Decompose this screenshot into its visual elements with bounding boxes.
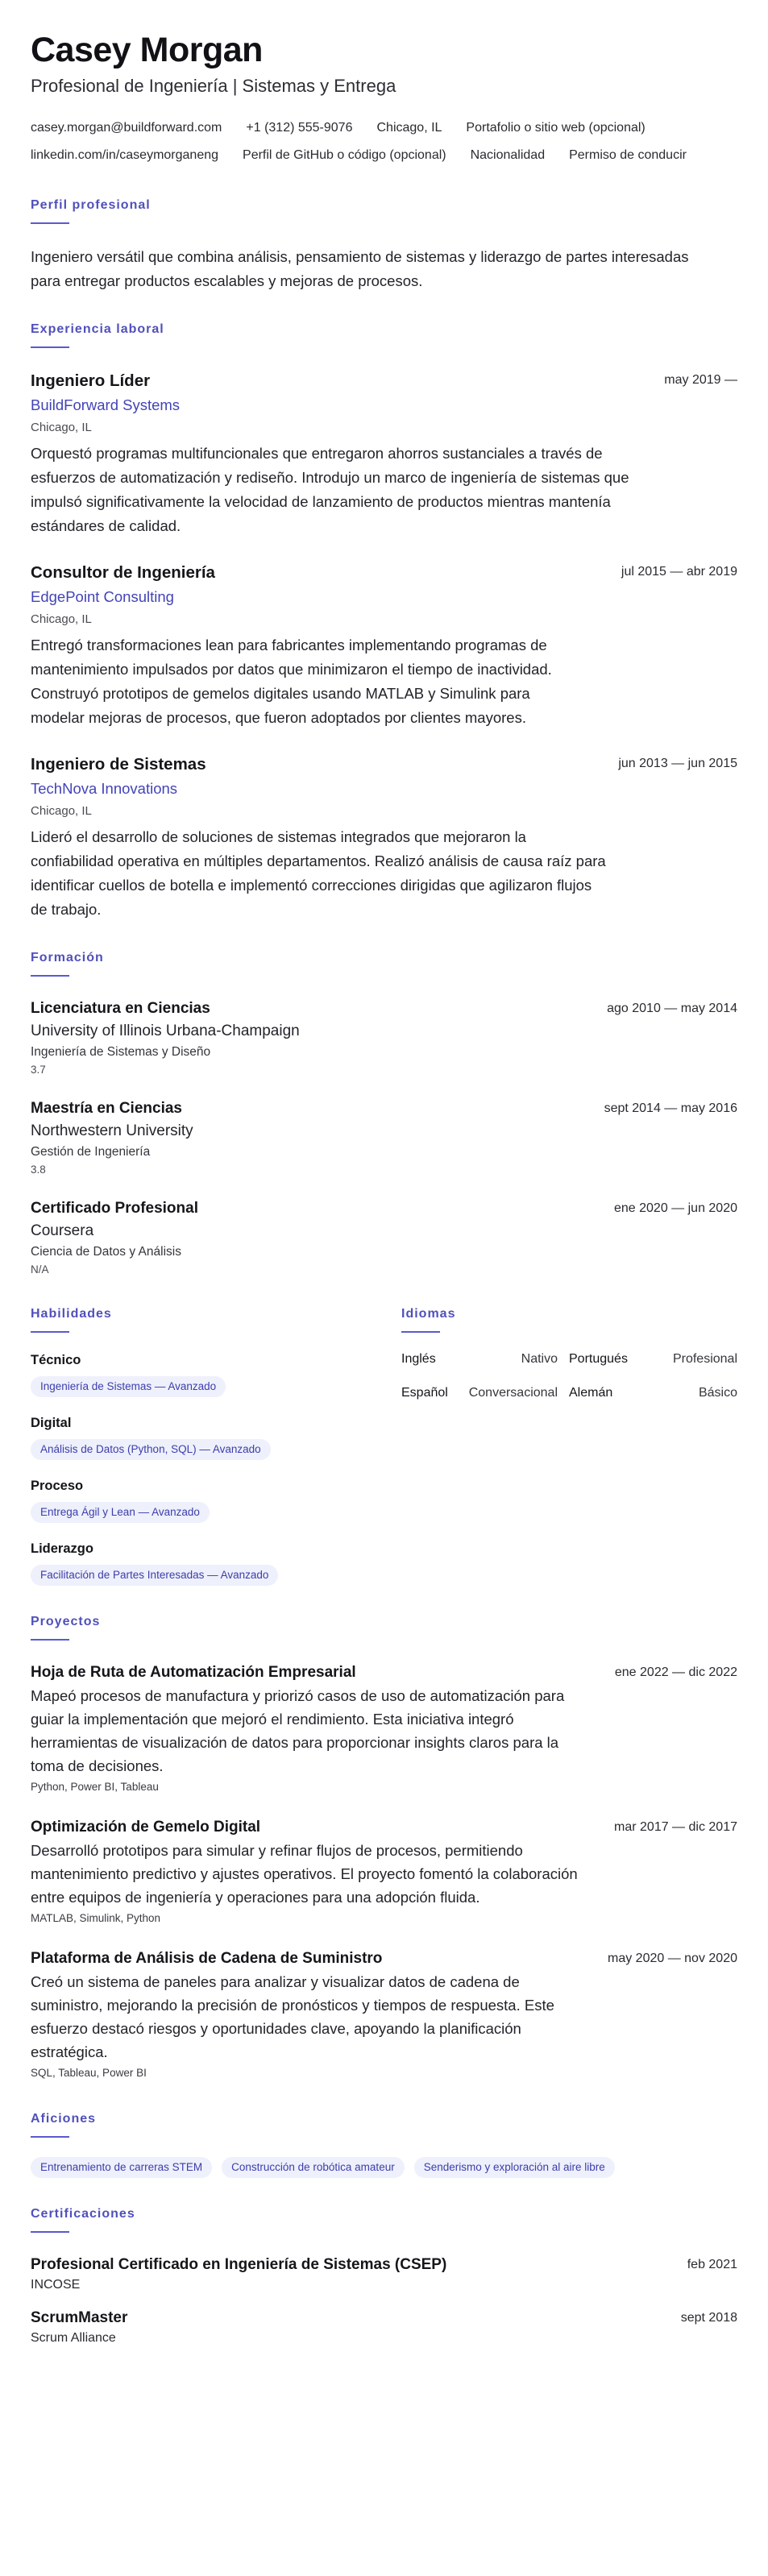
skill-group [31,1539,401,1586]
section-divider [31,2136,69,2138]
company-name: BuildForward Systems [31,396,181,413]
job-description: Orquestó programas multifuncionales que entregaron ahorros sustanciales a través de esfuerzos de automatización y rediseño. Introdujo un marco de ingeniería de sistemas que impulsó significativamente la velocidad de lanzamiento de productos mientras mantenía estándares de calidad. [31,445,629,534]
skill-tag: Facilitación de Partes Interesadas — Avanzado [31,1565,278,1586]
job-location: Chicago, IL [31,804,92,818]
language-item [569,1350,737,1368]
certification-issuer: Scrum Alliance [31,2331,116,2345]
job-title: Ingeniero Líder [31,371,151,390]
hobby-tag: Senderismo y exploración al aire libre [414,2157,615,2178]
job-location: Chicago, IL [31,612,92,626]
education-dates: ene 2020 — jun 2020 [613,1201,737,1215]
project-name: Optimización de Gemelo Digital [31,1819,261,1836]
gpa: N/A [31,1263,49,1276]
field-of-study: Gestión de Ingeniería [31,1145,151,1159]
certification-name: ScrumMaster [31,2309,128,2326]
education-entry [31,1097,737,1178]
job-dates: may 2019 — [664,373,737,387]
language-level: Básico [698,1386,737,1400]
projects-section [31,1613,737,2083]
section-title-languages: Idiomas [401,1307,456,1321]
contact-location: Chicago, IL [376,121,442,135]
language-list [401,1350,737,1402]
certification-entry [31,2307,737,2347]
certification-date: sept 2018 [680,2311,737,2325]
field-of-study: Ingeniería de Sistemas y Diseño [31,1045,211,1059]
education-entry [31,998,737,1078]
contact-email[interactable]: casey.morgan@buildforward.com [31,121,222,135]
language-level: Profesional [672,1352,737,1366]
section-divider [31,975,69,977]
skill-tag: Entrega Ágil y Lean — Avanzado [31,1502,210,1523]
project-technologies: Python, Power BI, Tableau [31,1781,159,1793]
degree-name: Certificado Profesional [31,1200,198,1217]
gpa: 3.7 [31,1064,46,1076]
hobbies-section [31,2110,737,2178]
company-name: TechNova Innovations [31,780,178,797]
skill-group [31,1476,401,1523]
project-dates: ene 2022 — dic 2022 [614,1665,737,1679]
project-dates: may 2020 — nov 2020 [608,1952,737,1965]
skill-tag: Ingeniería de Sistemas — Avanzado [31,1376,226,1397]
project-technologies: SQL, Tableau, Power BI [31,2067,147,2079]
contact-phone[interactable]: +1 (312) 555-9076 [246,121,353,135]
project-dates: mar 2017 — dic 2017 [614,1820,737,1834]
education-dates: sept 2014 — may 2016 [604,1101,737,1115]
section-title-skills: Habilidades [31,1307,112,1321]
section-title-profile: Perfil profesional [31,198,151,212]
section-title-education: Formación [31,951,104,964]
contact-portfolio[interactable]: Portafolio o sitio web (opcional) [466,121,646,135]
hobby-tag: Entrenamiento de carreras STEM [31,2157,212,2178]
job-title: Ingeniero de Sistemas [31,755,206,774]
job-description: Entregó transformaciones lean para fabricantes implementando programas de mantenimiento impulsados por datos que minimizaron el tiempo de inactividad. Construyó prototipos de gemelos digitales usando MATLAB y Simulink para modelar mejoras de procesos, que fueron adoptados por clientes mayores. [31,637,552,726]
language-name: Inglés [401,1352,436,1366]
degree-name: Maestría en Ciencias [31,1100,182,1117]
skills-languages-row [31,1305,737,1586]
section-divider [401,1331,440,1333]
education-entry [31,1197,737,1278]
company-name: EdgePoint Consulting [31,588,174,605]
project-entry [31,1948,737,2083]
section-title-hobbies: Aficiones [31,2112,97,2126]
skill-category: Proceso [31,1479,84,1493]
language-level: Conversacional [468,1386,558,1400]
skills-section [31,1305,401,1586]
gpa: 3.8 [31,1164,46,1176]
section-divider [31,2231,69,2233]
job-dates: jul 2015 — abr 2019 [621,565,737,579]
experience-section [31,321,737,922]
profile-summary: Ingeniero versátil que combina análisis, pensamiento de sistemas y liderazgo de partes interesadas para entregar productos escalables y mejoras de procesos. [31,248,689,289]
contact-github[interactable]: Perfil de GitHub o código (opcional) [243,148,446,162]
skill-group [31,1350,401,1397]
education-dates: ago 2010 — may 2014 [607,1002,737,1015]
project-name: Plataforma de Análisis de Cadena de Suministro [31,1950,383,1967]
section-title-projects: Proyectos [31,1615,101,1628]
job-title: Consultor de Ingeniería [31,563,215,582]
experience-entry [31,369,737,538]
school-name: University of Illinois Urbana-Champaign [31,1023,300,1039]
contact-linkedin[interactable]: linkedin.com/in/caseymorganeng [31,148,219,162]
resume-header [31,29,737,169]
experience-entry [31,753,737,922]
school-name: Northwestern University [31,1122,193,1139]
contact-nationality: Nacionalidad [470,148,546,162]
project-entry [31,1661,737,1797]
education-section [31,949,737,1278]
skill-category: Digital [31,1416,72,1430]
experience-entry [31,561,737,730]
language-item [401,1384,569,1402]
contact-list [31,114,732,169]
candidate-headline: Profesional de Ingeniería | Sistemas y Entrega [31,76,396,96]
project-description: Desarrolló prototipos para simular y refinar flujos de procesos, permitiendo mantenimiento predictivo y ajustes operativos. El proyecto fomentó la colaboración entre equipos de ingeniería y operaciones para una adopción fluida. [31,1842,578,1906]
candidate-name: Casey Morgan [31,31,263,69]
section-divider [31,1639,69,1641]
language-item [401,1350,569,1368]
skill-category: Técnico [31,1353,81,1367]
job-dates: jun 2013 — jun 2015 [618,757,737,770]
project-entry [31,1816,737,1928]
certification-date: feb 2021 [687,2258,737,2271]
language-item [569,1384,737,1402]
job-description: Lideró el desarrollo de soluciones de sistemas integrados que mejoraron la confiabilidad operativa en múltiples departamentos. Realizó análisis de causa raíz para identificar cuellos de botella e implementó correcciones dirigidas que agilizaron flujos de trabajo. [31,828,606,918]
certification-issuer: INCOSE [31,2278,81,2292]
section-divider [31,222,69,224]
profile-section [31,197,737,293]
project-description: Creó un sistema de paneles para analizar y visualizar datos de cadena de suministro, mejorando la precisión de pronósticos y tiempos de respuesta. Este esfuerzo destacó riesgos y oportunidades clave, apoyando la planificación estratégica. [31,1973,554,2060]
section-title-experience: Experiencia laboral [31,322,164,336]
language-name: Alemán [569,1386,613,1400]
certifications-section [31,2205,737,2347]
section-divider [31,346,69,348]
section-divider [31,1331,69,1333]
skill-category: Liderazgo [31,1541,93,1556]
project-description: Mapeó procesos de manufactura y priorizó casos de uso de automatización para guiar la implementación que mejoró el rendimiento. Esta iniciativa integró herramientas de visualización de datos para proporcionar insights claros para la toma de decisiones. [31,1687,565,1774]
section-title-certifications: Certificaciones [31,2207,135,2221]
hobby-list [31,2157,737,2178]
hobby-tag: Construcción de robótica amateur [222,2157,405,2178]
languages-section [401,1305,737,1586]
degree-name: Licenciatura en Ciencias [31,1000,210,1017]
project-technologies: MATLAB, Simulink, Python [31,1912,161,1924]
language-name: Español [401,1386,448,1400]
skill-tag: Análisis de Datos (Python, SQL) — Avanzado [31,1439,271,1460]
field-of-study: Ciencia de Datos y Análisis [31,1245,181,1259]
job-location: Chicago, IL [31,421,92,434]
language-name: Portugués [569,1352,628,1366]
contact-driving-license: Permiso de conducir [569,148,687,162]
certification-entry [31,2254,737,2294]
language-level: Nativo [521,1352,558,1366]
project-name: Hoja de Ruta de Automatización Empresarial [31,1664,356,1681]
school-name: Coursera [31,1222,94,1239]
skill-group [31,1413,401,1460]
certification-name: Profesional Certificado en Ingeniería de Sistemas (CSEP) [31,2256,447,2273]
